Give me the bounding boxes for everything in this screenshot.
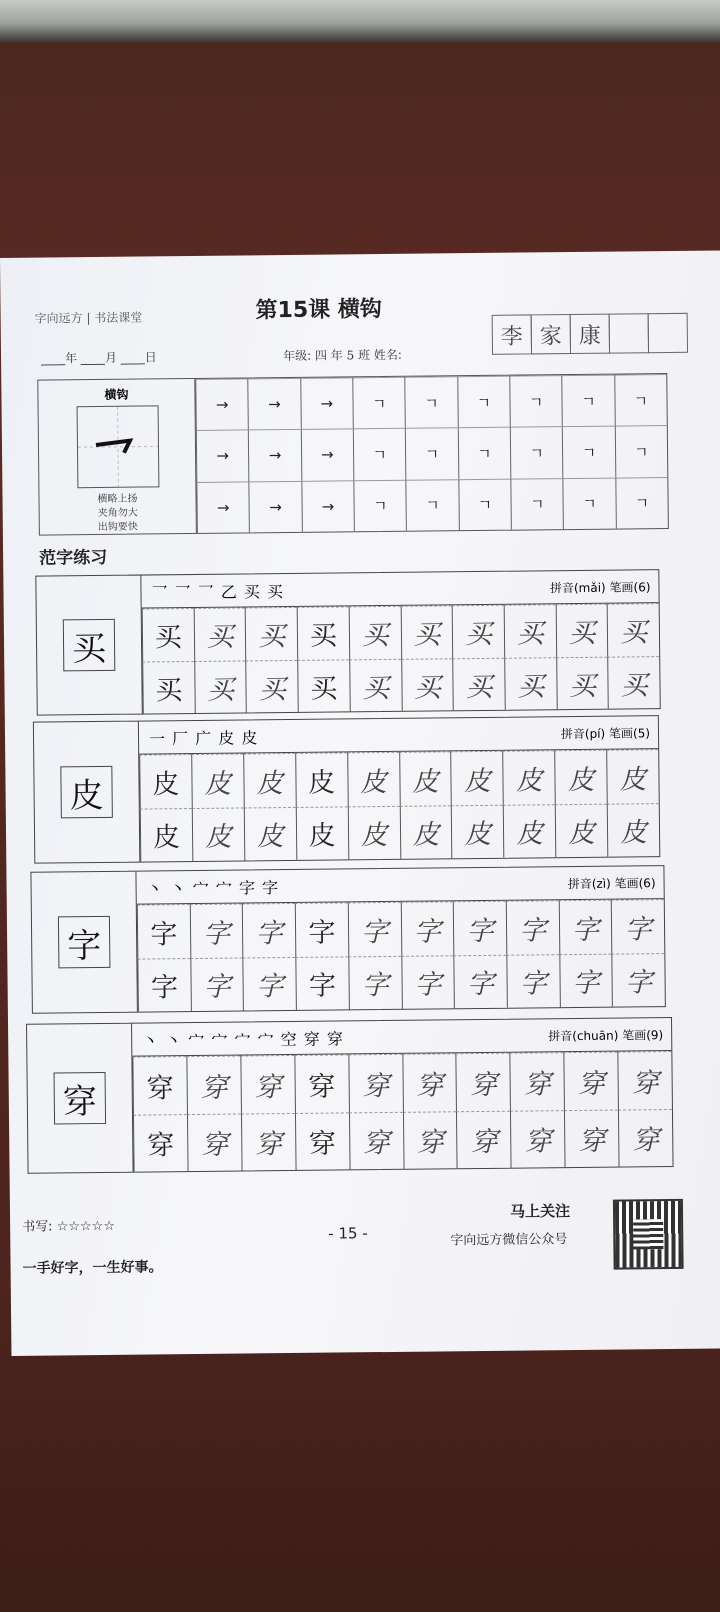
stroke-cell: → bbox=[248, 378, 301, 430]
practice-cell: 买 bbox=[607, 603, 659, 656]
character-header bbox=[141, 570, 658, 608]
practice-cell: 买 bbox=[504, 657, 556, 710]
stroke-cell: ㄱ bbox=[615, 477, 668, 529]
stroke-cell: → bbox=[196, 481, 249, 533]
character-header bbox=[136, 866, 663, 905]
background-top-edge bbox=[0, 0, 720, 42]
model-character-cell bbox=[31, 872, 137, 1013]
practice-cell: 皮 bbox=[243, 753, 295, 807]
stroke-cell: ㄱ bbox=[457, 427, 510, 479]
practice-cell: 穿 bbox=[132, 1056, 186, 1114]
practice-cell: 字 bbox=[559, 953, 612, 1007]
model-character: 字 bbox=[58, 916, 111, 969]
stroke-cell: ㄱ bbox=[405, 376, 458, 428]
practice-cell: 穿 bbox=[241, 1112, 295, 1170]
practice-grid bbox=[139, 749, 659, 861]
practice-cell: 字 bbox=[348, 902, 401, 956]
practice-cell: 皮 bbox=[451, 804, 503, 858]
practice-cell: 买 bbox=[194, 660, 246, 713]
pinyin-strokes: 拼音(chuān) 笔画(9) bbox=[548, 1028, 664, 1044]
month-label: 月 bbox=[104, 350, 117, 365]
character-header bbox=[139, 716, 658, 754]
practice-cell: 皮 bbox=[606, 749, 658, 803]
practice-cell: 字 bbox=[612, 953, 665, 1007]
practice-cell: 穿 bbox=[456, 1053, 511, 1111]
page-number: - 15 - bbox=[328, 1224, 368, 1243]
character-block bbox=[30, 865, 665, 1014]
practice-cell: 皮 bbox=[191, 753, 243, 807]
stroke-order: 一 厂 广 皮 皮 bbox=[148, 728, 259, 749]
practice-cell: 穿 bbox=[348, 1054, 403, 1112]
stroke-note: 出钩要快 bbox=[97, 521, 138, 533]
stroke-cell: ㄱ bbox=[614, 374, 667, 426]
practice-cell: 字 bbox=[242, 903, 295, 957]
name-char-box bbox=[648, 313, 688, 353]
stroke-note: 夹角勿大 bbox=[97, 507, 138, 519]
practice-cell: 皮 bbox=[554, 750, 606, 804]
practice-cell: 字 bbox=[190, 957, 243, 1011]
practice-cell: 皮 bbox=[140, 808, 192, 862]
pinyin-strokes: 拼音(pí) 笔画(5) bbox=[560, 726, 651, 742]
stroke-cell: ㄱ bbox=[562, 426, 615, 478]
practice-cell: 字 bbox=[295, 902, 348, 956]
publisher-logo: 字向远方 | 书法课堂 bbox=[34, 310, 143, 326]
grade-value: 四 bbox=[314, 348, 328, 363]
practice-cell: 皮 bbox=[555, 803, 607, 857]
name-boxes bbox=[493, 313, 688, 355]
grade-suffix: 年 bbox=[330, 348, 343, 363]
model-character-cell bbox=[34, 722, 140, 863]
name-char-box: 康 bbox=[570, 314, 610, 354]
practice-cell: 买 bbox=[142, 660, 194, 713]
stroke-cell: → bbox=[196, 430, 249, 482]
practice-cell: 字 bbox=[558, 900, 611, 954]
practice-cell: 穿 bbox=[187, 1113, 242, 1171]
stroke-cell: ㄱ bbox=[353, 479, 406, 531]
practice-cell: 买 bbox=[297, 659, 349, 712]
account-label: 字向远方微信公众号 bbox=[450, 1232, 568, 1249]
practice-cell: 皮 bbox=[451, 751, 503, 805]
stroke-cell: ㄱ bbox=[406, 479, 459, 531]
practice-cell: 穿 bbox=[564, 1109, 619, 1167]
practice-cell: 买 bbox=[348, 606, 400, 659]
stroke-cell: → bbox=[300, 429, 353, 481]
stroke-practice-table bbox=[37, 373, 669, 536]
qr-code-icon bbox=[613, 1199, 684, 1270]
practice-cell: 买 bbox=[452, 657, 504, 710]
practice-cell: 字 bbox=[137, 958, 190, 1012]
model-character: 穿 bbox=[54, 1072, 107, 1125]
practice-cell: 穿 bbox=[294, 1054, 349, 1112]
practice-cell: 穿 bbox=[617, 1051, 672, 1109]
stroke-cell: ㄱ bbox=[510, 426, 563, 478]
character-block bbox=[35, 569, 660, 716]
stroke-grid bbox=[195, 374, 668, 533]
practice-grid bbox=[142, 603, 660, 713]
practice-cell: 皮 bbox=[295, 806, 347, 860]
practice-cell: 买 bbox=[401, 658, 453, 711]
practice-cell: 穿 bbox=[510, 1110, 564, 1168]
stroke-cell: ㄱ bbox=[352, 377, 405, 429]
practice-cell: 买 bbox=[142, 608, 194, 661]
practice-cell: 穿 bbox=[402, 1111, 456, 1169]
stroke-cell: → bbox=[300, 377, 353, 429]
model-character-cell bbox=[36, 576, 142, 715]
practice-cell: 穿 bbox=[510, 1052, 564, 1110]
practice-cell: 皮 bbox=[607, 803, 659, 857]
practice-cell: 穿 bbox=[456, 1110, 511, 1168]
grade-label: 年级: bbox=[282, 348, 312, 364]
practice-cell: 字 bbox=[295, 956, 348, 1010]
stroke-cell: ㄱ bbox=[563, 477, 616, 529]
stroke-name: 横钩 bbox=[104, 387, 129, 402]
practice-grid bbox=[137, 899, 665, 1012]
stroke-demo-cell bbox=[77, 405, 160, 488]
practice-cell: 买 bbox=[452, 605, 504, 658]
practice-cell: 买 bbox=[556, 656, 608, 709]
practice-cell: 字 bbox=[506, 954, 559, 1008]
practice-cell: 字 bbox=[453, 901, 506, 955]
day-label: 日 bbox=[144, 350, 157, 365]
model-character: 皮 bbox=[60, 766, 113, 819]
stroke-cell: ㄱ bbox=[509, 375, 562, 427]
practice-cell: 穿 bbox=[402, 1053, 456, 1111]
character-block bbox=[33, 715, 660, 864]
practice-cell: 字 bbox=[189, 903, 242, 957]
pinyin-strokes: 拼音(zì) 笔画(6) bbox=[567, 876, 656, 892]
rating-label: 书写: ☆☆☆☆☆ bbox=[22, 1218, 116, 1235]
practice-cell: 买 bbox=[246, 659, 298, 712]
practice-cell: 皮 bbox=[347, 805, 399, 859]
practice-cell: 穿 bbox=[240, 1055, 294, 1113]
practice-cell: 穿 bbox=[186, 1056, 241, 1114]
model-character: 买 bbox=[63, 619, 116, 672]
practice-cell: 皮 bbox=[139, 754, 191, 808]
practice-grid bbox=[132, 1051, 672, 1172]
stroke-cell: → bbox=[249, 481, 302, 533]
practice-cell: 字 bbox=[243, 956, 296, 1010]
practice-cell: 皮 bbox=[503, 804, 555, 858]
practice-cell: 买 bbox=[245, 607, 297, 660]
practice-cell: 买 bbox=[349, 658, 401, 711]
stroke-cell: ㄱ bbox=[458, 478, 511, 530]
stroke-cell: → bbox=[248, 429, 301, 481]
stroke-cell: ㄱ bbox=[562, 375, 615, 427]
practice-cell: 买 bbox=[297, 606, 349, 659]
practice-cell: 穿 bbox=[295, 1112, 350, 1170]
practice-cell: 买 bbox=[607, 656, 659, 709]
practice-cell: 字 bbox=[454, 954, 507, 1008]
practice-cell: 字 bbox=[506, 900, 559, 954]
practice-cell: 皮 bbox=[192, 807, 244, 861]
practice-cell: 穿 bbox=[133, 1114, 187, 1172]
practice-cell: 字 bbox=[137, 904, 190, 958]
practice-cell: 皮 bbox=[502, 750, 554, 804]
practice-cell: 字 bbox=[348, 955, 401, 1009]
stroke-order: 丶 丶 宀 宀 宀 宀 空 穿 穿 bbox=[142, 1029, 344, 1051]
stroke-note: 横略上扬 bbox=[97, 493, 138, 505]
practice-cell: 买 bbox=[193, 607, 245, 660]
practice-cell: 穿 bbox=[564, 1052, 619, 1110]
stroke-cell: ㄱ bbox=[405, 428, 458, 480]
section-title: 范字练习 bbox=[39, 547, 108, 569]
stroke-cell: ㄱ bbox=[510, 478, 563, 530]
practice-cell: 皮 bbox=[347, 752, 399, 806]
pinyin-strokes: 拼音(mǎi) 笔画(6) bbox=[549, 580, 651, 596]
stroke-cell: ㄱ bbox=[353, 428, 406, 480]
stroke-cell: → bbox=[195, 378, 248, 430]
follow-label: 马上关注 bbox=[509, 1202, 571, 1221]
name-char-box bbox=[609, 313, 649, 353]
practice-cell: 皮 bbox=[399, 805, 451, 859]
practice-cell: 字 bbox=[401, 955, 454, 1009]
practice-cell: 皮 bbox=[399, 751, 451, 805]
name-char-box: 家 bbox=[531, 314, 571, 354]
practice-cell: 皮 bbox=[295, 752, 347, 806]
practice-cell: 字 bbox=[611, 899, 664, 953]
practice-cell: 买 bbox=[504, 604, 556, 657]
class-value: 5 bbox=[346, 348, 355, 363]
grade-class-line bbox=[283, 346, 402, 364]
worksheet bbox=[0, 250, 720, 1355]
stroke-cell: → bbox=[301, 480, 354, 532]
practice-cell: 字 bbox=[400, 901, 453, 955]
practice-cell: 穿 bbox=[618, 1109, 673, 1167]
stroke-cell: ㄱ bbox=[614, 425, 667, 477]
practice-cell: 买 bbox=[555, 604, 607, 657]
stroke-demo-icon bbox=[78, 406, 159, 487]
character-block bbox=[26, 1017, 674, 1174]
stroke-info bbox=[38, 379, 197, 535]
year-label: 年 bbox=[64, 351, 78, 366]
stroke-order: 乛 乛 乛 乙 买 买 bbox=[151, 582, 285, 603]
stroke-order: 丶 丶 宀 宀 字 字 bbox=[146, 878, 280, 899]
name-char-box: 李 bbox=[492, 314, 532, 354]
practice-cell: 皮 bbox=[244, 806, 296, 860]
practice-cell: 穿 bbox=[349, 1111, 404, 1169]
date-line: ____年 ____月 ____日 bbox=[40, 350, 157, 366]
slogan: 一手好字，一生好事。 bbox=[22, 1259, 163, 1277]
model-character-cell bbox=[27, 1024, 134, 1173]
practice-cell: 买 bbox=[400, 605, 452, 658]
stroke-cell: ㄱ bbox=[457, 376, 510, 428]
lesson-title: 第15课 横钩 bbox=[255, 297, 382, 324]
class-name-label: 班 姓名: bbox=[357, 347, 402, 363]
